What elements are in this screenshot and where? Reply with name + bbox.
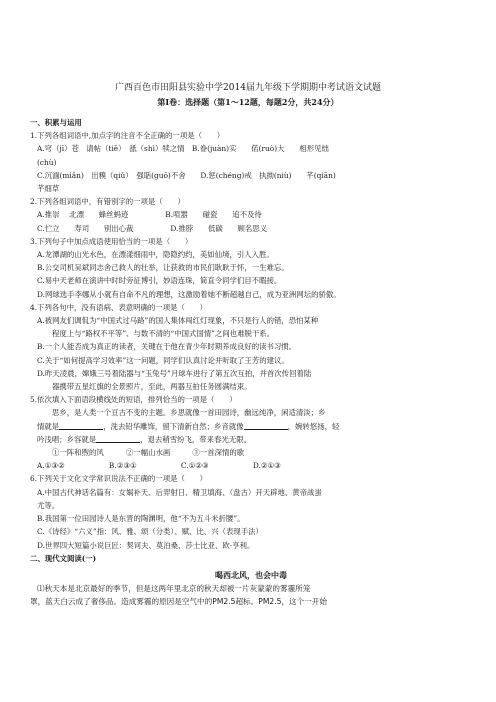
question-5-passage-line-3 [30,433,472,446]
fill-blank-2 [244,421,288,430]
question-2-stem: 2.下列各组词语中，有错别字的一项是（ ） [30,197,185,207]
article-paragraph-1: ⑴秋天本是北京最好的季节，但是这两年里北京的秋天却被一片灰蒙蒙的雾霾所笼 [37,584,311,594]
section-heading-1: 一、积累与运用 [30,118,82,127]
exam-title: 广西百色市田阳县实验中学2014届九年级下学期期中考试语文试题 [115,83,381,93]
question-6-option-c: C.《诗经》“六义”指：风、雅、颂（分类）、赋、比、兴（表现手法） [37,527,263,537]
passage-text: ，婉转悠扬，轻 [287,421,340,431]
question-5-passage-line-1: 思乡，是人类一个亘古不变的主题。乡思就像一首田园诗，幽远纯净，闲适清淡；乡 [52,408,326,418]
question-1-option-ab: A.穹（jī）苍 请帖（tiē） 舐（shì）犊之情 B.眷(juàn)实 偌(ruò)大 相形见绌 [37,144,329,154]
question-3-option-d: D.网球选手李娜从小就有自命不凡的理想，这激励着她不断超越自己，成为亚洲网坛的骄傲。 [37,289,341,299]
fill-blank-3 [96,434,140,443]
question-4-option-a-cont: 程度上与“路权不平等”、与数不清的“中国式国情”之间也难脱干系。 [52,329,275,339]
question-3-option-b: B.公交司机吴斌同志舍己救人的壮举，让获救的市民们耿耿于怀，一生难忘。 [37,263,289,273]
question-1-option-ab-cont: (chù) [37,157,57,167]
section-heading-2: 二、现代文阅读(一) [30,553,97,563]
question-1-option-cd: C.沉湎(miǎn) 出糗（qiǔ） 强聒(guō)不舍 D.惩(chéng)戒 执拗(niù) 芊(qiān) [37,170,336,180]
question-4-option-c: C.关于“如何提高学习效率”这一问题，同学们认真讨论并听取了王芳的建议。 [37,355,289,365]
article-title: 喝西北风，也会中毒 [215,570,287,580]
question-6-option-a: A.中国古代神话名篇有：女娲补天、后羿射日、精卫填海、（盘古）开天辟地、黄帝战蚩 [37,487,322,497]
question-2-option-ab: A.推崇 北漂 蜂丝蚂迹 B.喧嚣 碰瓷 追不及待 [37,210,262,220]
passage-text: ，洗去铅华雕饰，留下清新自然；乡音就像 [103,421,244,431]
question-3-stem: 3.下列句子中加点成语使用恰当的一项是（ ） [30,236,193,246]
passage-text: 情就是 [37,421,60,431]
question-4-option-b: B.一个人能否成为真正的读者，关键在于他在青少年时期养成良好的读书习惯。 [37,342,297,352]
question-1-option-cd-cont: 芊细草 [37,184,60,194]
question-2-option-cd: C.伫立 寿司 别出心裁 D.推脖 低碳 顾名思义 [37,223,268,233]
question-5-options: A.①③② B.②③① C.①②③ D.②①③ [37,461,281,471]
exam-subtitle: 第Ⅰ卷：选择题（第1～12题，每题2分，共24分） [157,97,339,107]
question-3-option-a: A.龙潭湖的山光水色，在漂漾细雨中，隐隐约约，美如仙境，引人入胜。 [37,250,274,260]
question-6-option-b: B.我国第一位田园诗人是东晋的陶渊明，他“不为五斗米折腰”。 [37,514,245,524]
question-4-stem: 4.下列各句中，没有语病、表意明确的一项是（ ） [30,302,208,312]
question-4-option-d-cont: 器携带五星红旗的全景照片，至此，两器互拍任务圆满结束。 [52,382,252,392]
question-5-passage-line-2 [30,420,472,433]
question-6-stem: 6.下列关于文化文学常识说法不正确的一项是（ ） [30,474,208,484]
question-6-option-a-cont: 尤等。 [37,500,60,510]
article-paragraph-1-cont: 罩，蓝天白云成了奢侈品。造成雾霾的原因是空气中的PM2.5超标。PM2.5，这个一开始 [30,597,328,607]
passage-text: ，退去稍雪纷飞，带来春光无限。 [140,434,252,444]
question-4-option-d: D.昨天凌晨，嫦娥三号着陆器与“玉兔号”月球车进行了第五次互拍，并首次传回着陆 [37,368,312,378]
question-3-option-c: C.易中天老师在演讲中时时旁征博引，妙语连珠，简直令同学们目不暇接。 [37,276,282,286]
question-5-items: ①一阵和煦的风 ②一幅山水画 ③一首深情的歌 [52,448,245,458]
passage-text: 吟浅唱；乡容就是 [37,434,97,444]
question-5-stem: 5.依次填入下面语段横线处的短语，排列恰当的一项是（ ） [30,395,237,405]
exam-content [30,116,472,609]
fill-blank-1 [59,421,103,430]
question-4-option-a: A.被网友们调侃为“中国式过马路”的国人集体闯红灯现象，不只是行人的错，恐怕某种 [37,316,319,326]
question-1-stem: 1.下列各组词语中,加点字的注音不全正确的一项是（ ） [30,131,225,141]
question-6-option-d: D.世界四大短篇小说巨匠：契诃夫、莫泊桑、莎士比亚、欧·亨利。 [37,540,255,550]
